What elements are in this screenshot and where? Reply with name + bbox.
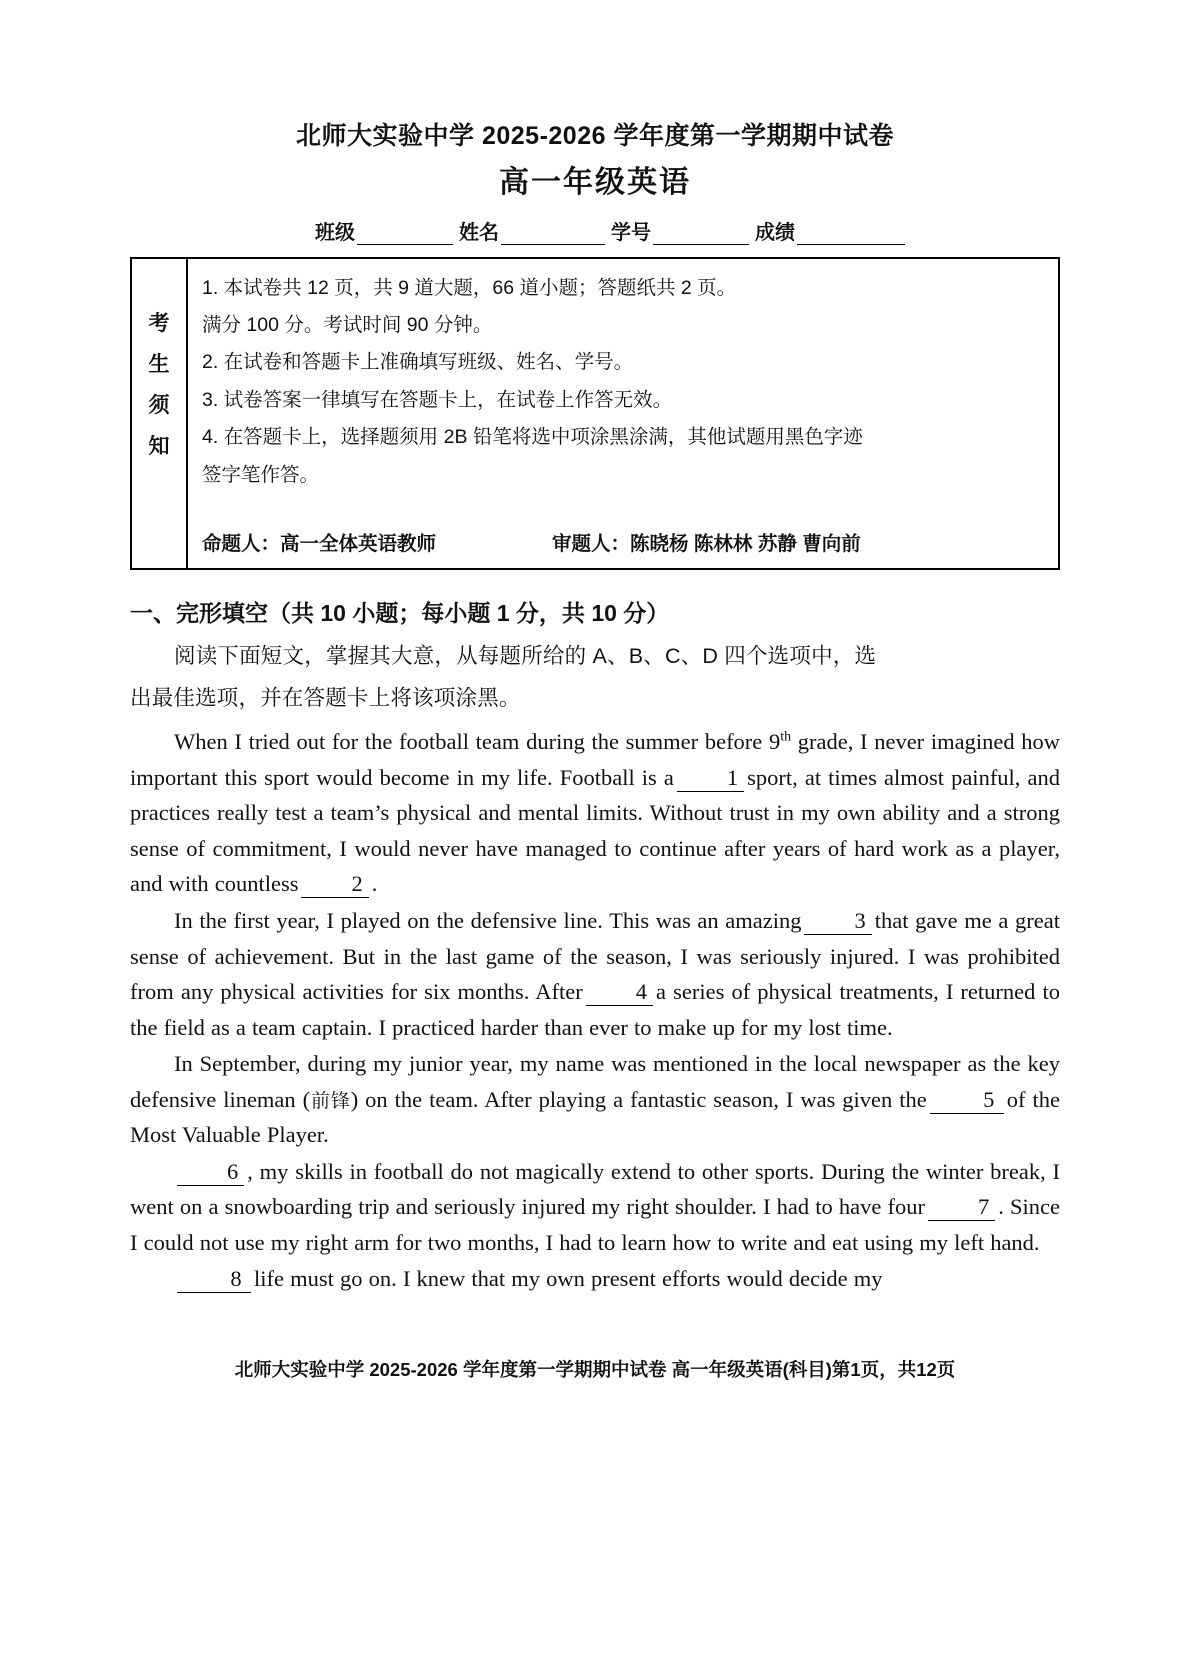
p1-text-1: When I tried out for the football team during the summer before 9 (174, 729, 781, 755)
page-title: 北师大实验中学 2025-2026 学年度第一学期期中试卷 (296, 122, 894, 150)
cloze-instruction-line-1: 阅读下面短文，掌握其大意，从每题所给的 A、B、C、D 四个选项中，选 (174, 643, 877, 668)
cloze-blank-7[interactable]: 7 (928, 1194, 995, 1221)
p3-text-3: of the Most Valuable Player. (130, 1086, 1060, 1148)
page-footer: 北师大实验中学 2025-2026 学年度第一学期期中试卷 高一年级英语(科目)第1页，共12页 (234, 1359, 956, 1380)
field-class-label: 班级 (315, 221, 355, 244)
exam-notice-list (202, 270, 1046, 495)
cloze-blank-6[interactable]: 6 (177, 1159, 244, 1186)
cloze-blank-1[interactable]: 1 (677, 765, 744, 792)
p3-text-1: In September, during my junior year, my name was mentioned in the local newspaper as the key defensive lineman ( (130, 1051, 1060, 1112)
notice-item-1: 1. 本试卷共 12 页，共 9 道大题，66 道小题；答题纸共 2 页。 (202, 276, 737, 299)
cloze-instruction-line-2: 出最佳选项，并在答题卡上将该项涂黑。 (130, 686, 521, 711)
p2-text-3: a series of physical treatments, I returned to the field as a team captain. I practiced harder than ever to make up for my lost time. (130, 979, 1060, 1040)
field-class (315, 216, 453, 245)
field-class-input[interactable] (357, 224, 453, 245)
p1-text-4: . (371, 871, 378, 897)
field-student-id-label: 学号 (611, 221, 651, 244)
field-name-label: 姓名 (459, 221, 499, 244)
notice-item-3: 3. 试卷答案一律填写在答题卡上，在试卷上作答无效。 (202, 388, 673, 411)
p4-text-1: , my skills in football do not magically extend to other sports. During the winter break, I went on a snowboarding trip and seriously injured my right shoulder. I had to have four (130, 1158, 1060, 1220)
section-heading-cloze: 一、完形填空（共 10 小题；每小题 1 分，共 10 分） (130, 600, 670, 627)
field-score-label: 成绩 (755, 221, 795, 244)
exam-subject-title: 高一年级英语 (499, 165, 691, 199)
notice-side-char-4: 知 (148, 435, 170, 459)
field-name (459, 216, 605, 245)
notice-side-char-2: 生 (148, 353, 170, 377)
chinese-gloss-lineman: 前锋 (310, 1090, 351, 1112)
passage-paragraph-3 (130, 1046, 1060, 1153)
notice-item-1-cont: 满分 100 分。考试时间 90 分钟。 (202, 313, 493, 336)
notice-item-2: 2. 在试卷和答题卡上准确填写班级、姓名、学号。 (202, 351, 634, 374)
p3-text-2: ) on the team. After playing a fantastic season, I was given the (350, 1086, 927, 1112)
passage-paragraph-2 (130, 903, 1060, 1045)
student-info-row (130, 216, 1060, 245)
notice-item-4: 4. 在答题卡上，选择题须用 2B 铅笔将选中项涂黑涂满，其他试题用黑色字迹 (202, 426, 863, 449)
exam-author: 命题人：高一全体英语教师 (202, 533, 437, 556)
p5-text-1: life must go on. I knew that my own present efforts would decide my (254, 1266, 883, 1292)
ordinal-suffix-9th: th (780, 729, 792, 745)
cloze-blank-4[interactable]: 4 (586, 979, 653, 1006)
notice-side-char-1: 考 (148, 312, 170, 336)
field-student-id-input[interactable] (653, 224, 749, 245)
cloze-passage (130, 724, 1060, 1297)
passage-paragraph-1 (130, 724, 1060, 902)
exam-credits (202, 528, 1046, 560)
exam-reviewer: 审题人：陈晓杨 陈林林 苏静 曹向前 (552, 533, 861, 556)
field-score (755, 216, 905, 245)
field-name-input[interactable] (501, 224, 605, 245)
field-score-input[interactable] (797, 224, 905, 245)
exam-notice-box (130, 257, 1060, 571)
p2-text-2: that gave me a great sense of achievement. But in the last game of the season, I was seriously injured. I was prohibited from any physical activities for six months. After (130, 908, 1061, 1005)
field-student-id (611, 216, 749, 245)
cloze-blank-5[interactable]: 5 (930, 1087, 1004, 1114)
cloze-blank-3[interactable]: 3 (804, 908, 871, 935)
notice-side-char-3: 须 (148, 394, 170, 418)
exam-notice-body (188, 259, 1058, 569)
cloze-blank-2[interactable]: 2 (301, 871, 368, 898)
cloze-blank-8[interactable]: 8 (177, 1266, 251, 1293)
exam-sheet (130, 120, 1060, 1298)
p4-text-2: . Since I could not use my right arm for two months, I had to learn how to write and eat using my left hand. (130, 1194, 1060, 1255)
passage-paragraph-5 (130, 1261, 1060, 1297)
passage-paragraph-4 (130, 1154, 1060, 1261)
exam-notice-side-label (132, 259, 188, 569)
notice-item-4-cont: 签字笔作答。 (202, 463, 320, 486)
p1-text-3: sport, at times almost painful, and practices really test a team’s physical and mental limits. Without trust in my own ability and a strong sense of commitment, I would never have managed to continue after years of hard work as a player, and with countless (130, 764, 1061, 897)
p2-text-1: In the first year, I played on the defensive line. This was an amazing (174, 908, 802, 934)
p1-text-2: grade, I never imagined how important this sport would become in my life. Football is a (130, 729, 1061, 790)
